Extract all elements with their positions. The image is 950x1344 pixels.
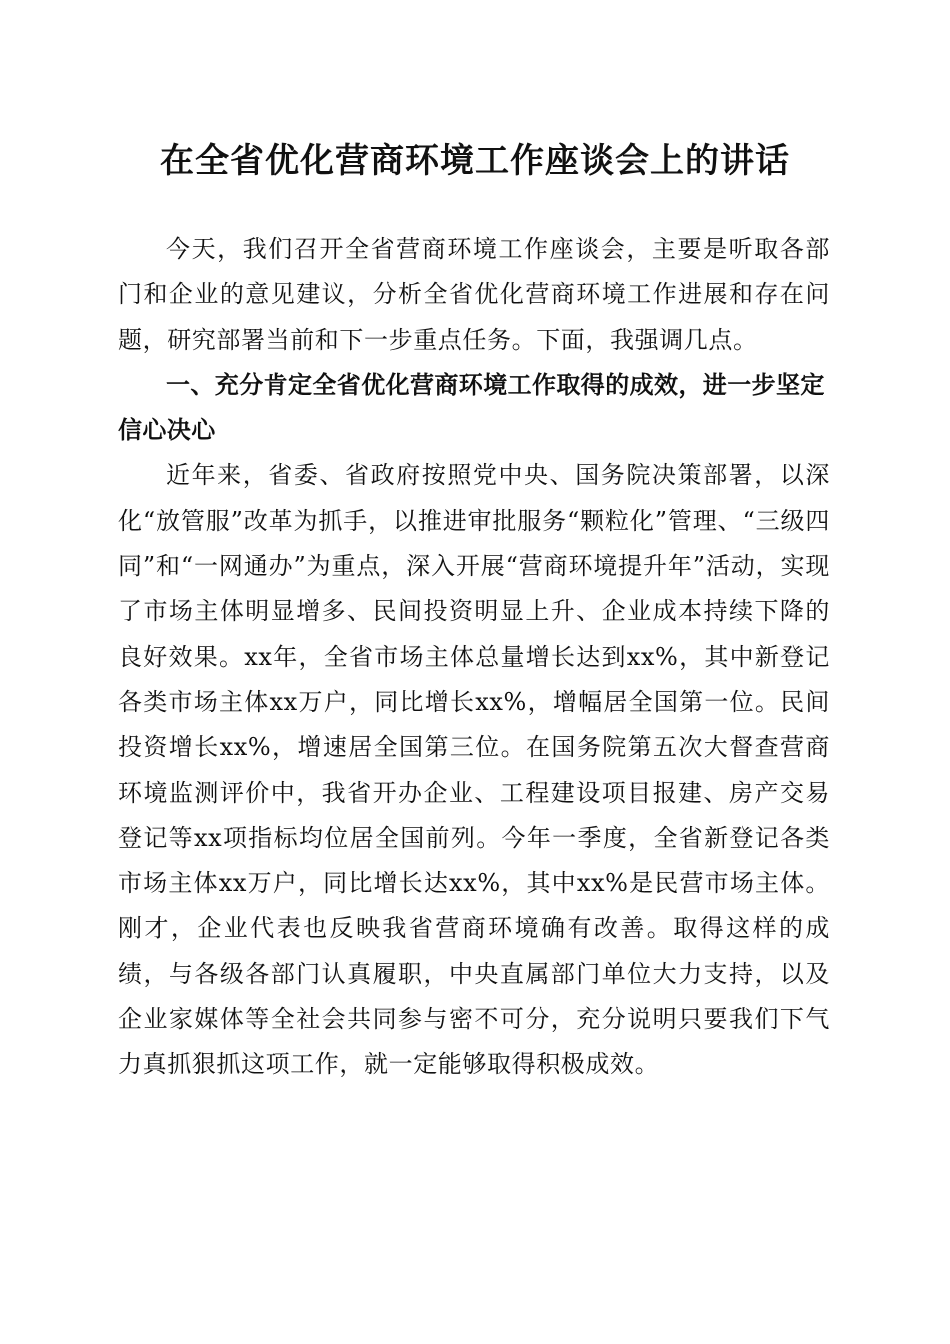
document-body: [118, 227, 830, 1088]
intro-paragraph: 今天，我们召开全省营商环境工作座谈会，主要是听取各部门和企业的意见建议，分析全省优化营商环境工作进展和存在问题，研究部署当前和下一步重点任务。下面，我强调几点。: [118, 235, 830, 354]
section-1-heading: 一、充分肯定全省优化营商环境工作取得的成效，进一步坚定信心决心: [118, 370, 825, 445]
section-1-paragraph: 近年来，省委、省政府按照党中央、国务院决策部署，以深化“放管服”改革为抓手，以推进审批服务“颗粒化”管理、“三级四同”和“一网通办”为重点，深入开展“营商环境提升年”活动，实现了市场主体明显增多、民间投资明显上升、企业成本持续下降的良好效果。xx年，全省市场主体总量增长达到xx%，其中新登记各类市场主体xx万户，同比增长xx%，增幅居全国第一位。民间投资增长xx%，增速居全国第三位。在国务院第五次大督查营商环境监测评价中，我省开办企业、工程建设项目报建、房产交易登记等xx项指标均位居全国前列。今年一季度，全省新登记各类市场主体xx万户，同比增长达xx%，其中xx%是民营市场主体。刚才，企业代表也反映我省营商环境确有改善。取得这样的成绩，与各级各部门认真履职，中央直属部门单位大力支持，以及企业家媒体等全社会共同参与密不可分，充分说明只要我们下气力真抓狠抓这项工作，就一定能够取得积极成效。: [118, 461, 830, 1079]
document-title: 在全省优化营商环境工作座谈会上的讲话: [160, 141, 790, 181]
